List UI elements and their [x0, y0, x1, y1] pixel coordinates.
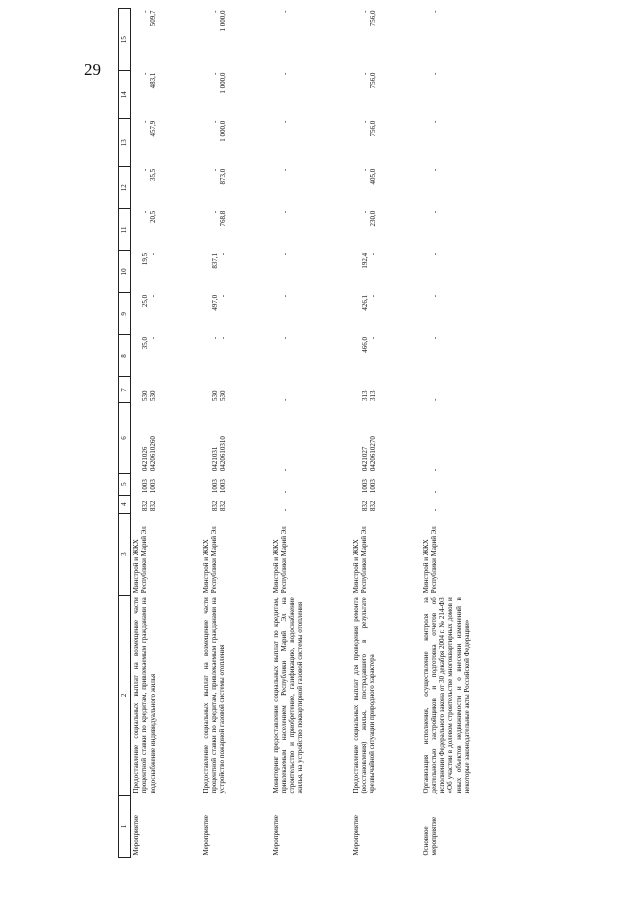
- executor-cell: Минстрой и ЖКХ Республики Марий Эл: [201, 526, 218, 594]
- page-number: 29: [84, 60, 101, 79]
- target-article-cell: -: [430, 468, 439, 472]
- executor-cell: Минстрой и ЖКХ Республики Марий Эл: [271, 526, 288, 594]
- event-type-cell: Мероприятие: [201, 815, 210, 856]
- section-code-cell: 1003 1003: [360, 479, 377, 494]
- rotated-table-container: [118, 8, 528, 858]
- year-value-cell: -: [280, 252, 289, 256]
- target-article-cell: 0421031 0420610310: [210, 436, 227, 472]
- target-article-cell: 0421027 0420610270: [360, 436, 377, 472]
- year-value-cell: -: [280, 168, 289, 172]
- expense-type-cell: -: [430, 398, 439, 401]
- target-article-cell: 0421026 0420610260: [141, 436, 158, 472]
- year-value-cell: - 483,1: [141, 72, 158, 89]
- year-value-cell: 35,0 -: [141, 336, 158, 350]
- year-value-cell: - 768,8: [210, 210, 227, 227]
- col-header: 7: [119, 377, 131, 403]
- year-value-cell: 19,5 -: [141, 252, 158, 266]
- col-header: 12: [119, 167, 131, 209]
- executor-cell: Минстрой и ЖКХ Республики Марий Эл: [351, 526, 368, 594]
- year-value-cell: - 1 000,0: [210, 10, 227, 32]
- grbs-code-cell: 832 832: [360, 500, 377, 512]
- event-description-cell: Организация исполнения, осуществление контроля за деятельностью застройщиков и подготовка отчетов об исполнении Федерального закона от 30 декабря 2004 г. № 214-ФЗ «Об участии в долевом строительстве многоквартирных домов и иных объектов недвижимости и о внесении изменений в некоторые законодательные акты Российской Федерации»: [421, 597, 471, 794]
- year-value-cell: 192,4 -: [360, 252, 377, 269]
- year-value-cell: 426,1 -: [360, 294, 377, 311]
- section-code-cell: -: [280, 490, 289, 494]
- year-value-cell: -: [430, 294, 439, 298]
- table-body: [131, 9, 541, 858]
- budget-table: [118, 8, 541, 858]
- section-code-cell: 1003 1003: [210, 479, 227, 494]
- col-header: 10: [119, 251, 131, 293]
- year-value-cell: - 457,9: [141, 120, 158, 137]
- grbs-code-cell: 832 832: [141, 500, 158, 512]
- col-header: 13: [119, 119, 131, 167]
- col-header: 15: [119, 9, 131, 71]
- year-value-cell: -: [430, 10, 439, 13]
- year-value-cell: - 1 000,0: [210, 120, 227, 142]
- table-row: [421, 9, 541, 858]
- expense-type-cell: 530 530: [210, 390, 227, 401]
- executor-cell: Минстрой и ЖКХ Республики Марий Эл: [132, 526, 149, 594]
- col-header: 5: [119, 473, 131, 495]
- col-header: 9: [119, 293, 131, 335]
- year-value-cell: - 405,0: [360, 168, 377, 185]
- event-type-cell: Основное мероприятие: [421, 816, 438, 856]
- section-code-cell: 1003 1003: [141, 479, 158, 494]
- table-row: [201, 9, 271, 858]
- event-description-cell: Мониторинг предоставления социальных выплат по кредитам, привлекаемым населением Республики Марий Эл на строительство и приобретение, газификацию, водоснабжение жилья, на устройство поквартирной газовой системы отопления: [271, 597, 305, 794]
- year-value-cell: - 35,5: [141, 168, 158, 181]
- year-value-cell: - 756,0: [360, 10, 377, 27]
- target-article-cell: -: [280, 468, 289, 472]
- year-value-cell: -: [280, 10, 289, 13]
- event-type-cell: Мероприятие: [271, 815, 280, 856]
- col-header: 8: [119, 335, 131, 377]
- event-description-cell: Предоставление социальных выплат на возмещение части процентной ставки по кредитам, привлекаемым гражданами на устройство пожарной газовой системы отопления: [201, 597, 226, 794]
- year-value-cell: 466,0 -: [360, 336, 377, 353]
- year-value-cell: - 756,0: [360, 72, 377, 89]
- year-value-cell: - 509,7: [141, 10, 158, 27]
- event-description-cell: Предоставление социальных выплат на возмещение части процентной ставки по кредитам, привлекаемым гражданами на водоснабжение индивидуального жилья: [132, 597, 157, 794]
- event-description-cell: Предоставление социальных выплат для проведения ремонта (восстановления) жилья, пострадавшего в результате чрезвычайной ситуации природного характера: [351, 597, 376, 794]
- grbs-code-cell: -: [430, 508, 439, 512]
- year-value-cell: - -: [210, 336, 227, 340]
- event-type-cell: Мероприятие: [351, 815, 360, 856]
- year-value-cell: - 756,0: [360, 120, 377, 137]
- table-row: [271, 9, 351, 858]
- expense-type-cell: 530 530: [141, 390, 158, 401]
- year-value-cell: -: [430, 120, 439, 124]
- column-number-row: [119, 9, 131, 858]
- year-value-cell: 497,0 -: [210, 294, 227, 311]
- year-value-cell: -: [430, 336, 439, 340]
- year-value-cell: - 873,0: [210, 168, 227, 185]
- expense-type-cell: 313 313: [360, 390, 377, 401]
- year-value-cell: - 230,0: [360, 210, 377, 227]
- executor-cell: Минстрой и ЖКХ Республики Марий Эл: [421, 526, 438, 594]
- col-header: 14: [119, 71, 131, 119]
- year-value-cell: -: [430, 210, 439, 214]
- year-value-cell: -: [280, 294, 289, 298]
- year-value-cell: - 20,5: [141, 210, 158, 224]
- col-header: 2: [119, 595, 131, 795]
- year-value-cell: -: [280, 120, 289, 124]
- year-value-cell: -: [280, 72, 289, 75]
- year-value-cell: -: [430, 252, 439, 256]
- year-value-cell: 837,1 -: [210, 252, 227, 269]
- table-row: [131, 9, 201, 858]
- grbs-code-cell: 832 832: [210, 500, 227, 512]
- col-header: 4: [119, 495, 131, 513]
- expense-type-cell: -: [280, 398, 289, 401]
- year-value-cell: 25,0 -: [141, 294, 158, 308]
- year-value-cell: - 1 000,0: [210, 72, 227, 94]
- col-header: 11: [119, 209, 131, 251]
- year-value-cell: -: [280, 336, 289, 340]
- col-header: 3: [119, 513, 131, 595]
- grbs-code-cell: -: [280, 508, 289, 512]
- col-header: 6: [119, 403, 131, 473]
- table-row: [351, 9, 421, 858]
- year-value-cell: -: [430, 72, 439, 75]
- year-value-cell: -: [430, 168, 439, 172]
- col-header: 1: [119, 795, 131, 857]
- year-value-cell: -: [280, 210, 289, 214]
- section-code-cell: -: [430, 490, 439, 494]
- event-type-cell: Мероприятие: [132, 815, 140, 856]
